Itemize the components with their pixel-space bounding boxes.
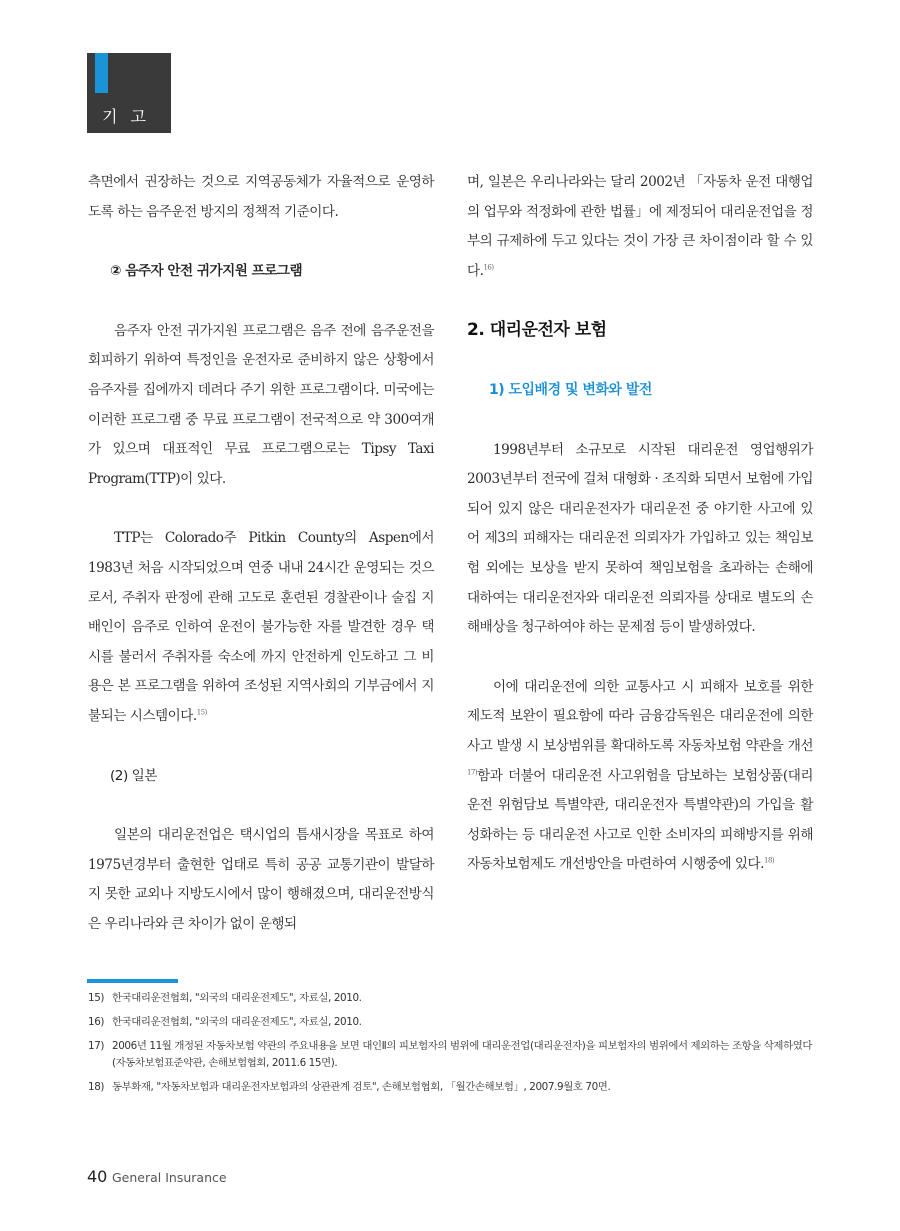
page-number: 40: [87, 1167, 108, 1186]
right-paragraph-3-text-a: 이에 대리운전에 의한 교통사고 시 피해자 보호를 위한 제도적 보완이 필요함에 따라 금융감독원은 대리운전에 의한 사고 발생 시 보상범위를 확대하도록 자동차보험 약관을 개선: [467, 678, 813, 754]
footnote-text: 동부화재, "자동차보험과 대리운전자보험과의 상관관계 검토", 손해보험협회, 「월간손해보험」, 2007.9월호 70면.: [112, 1081, 611, 1093]
section-tag-label: 기 고: [102, 107, 150, 126]
left-paragraph-4: 일본의 대리운전업은 택시업의 틈새시장을 목표로 하여 1975년경부터 출현한 업태로 특히 공공 교통기관이 발달하지 못한 교외나 지방도시에서 많이 행해졌으며, 대리운전방식은 우리나라와 큰 차이가 없이 운행되: [88, 827, 434, 932]
right-paragraph-1: [467, 168, 813, 286]
left-paragraph-3: [88, 524, 434, 731]
footnotes: [88, 990, 820, 1103]
left-column: [88, 168, 434, 939]
footnote-number: 17): [88, 1040, 105, 1052]
footnote-item: [88, 1014, 820, 1031]
left-paragraph-3-text: TTP는 Colorado주 Pitkin County의 Aspen에서 1983년 처음 시작되었으며 연중 내내 24시간 운영되는 것으로서, 주취자 판정에 관해 고도로 훈련된 경찰관이나 술집 지배인이 음주로 인하여 운전이 불가능한 자를 발견한 경우 택시를 불러서 주취자를 숙소에 까지 안전하게 인도하고 그 비용은 본 프로그램을 위하여 조성된 지역사회의 기부금에서 지불되는 시스템이다.: [88, 530, 434, 724]
section-title: 2. 대리운전자 보험: [467, 320, 607, 341]
right-column: [467, 168, 813, 880]
footnote-ref-16: 16): [483, 263, 494, 272]
left-paragraph-2: 음주자 안전 귀가지원 프로그램은 음주 전에 음주운전을 회피하기 위하여 특정인을 운전자로 준비하지 않은 상황에서 음주자를 집에까지 데려다 주기 위한 프로그램이다. 미국에는 이러한 프로그램 중 무료 프로그램이 전국적으로 약 300여개가 있으며 대표적인 무료 프로그램으로는 Tipsy Taxi Program(TTP)이 있다.: [88, 322, 434, 487]
section-tag-accent: [95, 53, 108, 93]
right-paragraph-3-text-b: 함과 더불어 대리운전 사고위험을 담보하는 보험상품(대리운전 위험담보 특별약관, 대리운전자 특별약관)의 가입을 활성화하는 등 대리운전 사고로 인한 소비자의 피해방지를 위해 자동차보험제도 개선방안을 마련하여 시행중에 있다.: [467, 767, 813, 873]
footnote-ref-18: 18): [764, 856, 775, 865]
footnote-item: [88, 990, 820, 1007]
footnote-item: [88, 1038, 820, 1072]
footnote-divider: [87, 979, 178, 983]
footnote-ref-15: 15): [196, 708, 207, 717]
right-paragraph-1-text: 며, 일본은 우리나라와는 달리 2002년 「자동차 운전 대행업의 업무와 적정화에 관한 법률」에 제정되어 대리운전업을 정부의 규제하에 두고 있다는 것이 가장 큰 차이점이라 할 수 있다.: [467, 174, 813, 279]
left-paragraph-1: 측면에서 권장하는 것으로 지역공동체가 자율적으로 운영하도록 하는 음주운전 방지의 정책적 기준이다.: [88, 174, 434, 220]
footnote-number: 16): [88, 1016, 105, 1028]
subsection-title: 1) 도입배경 및 변화와 발전: [489, 381, 652, 398]
magazine-name: General Insurance: [112, 1170, 227, 1185]
right-paragraph-2: 1998년부터 소규모로 시작된 대리운전 영업행위가 2003년부터 전국에 걸쳐 대형화 · 조직화 되면서 보험에 가입되어 있지 않은 대리운전자가 대리운전 중 야기한 사고에 있어 제3의 피해자는 대리운전 의뢰자가 가입하고 있는 책임보험 외에는 보상을 받지 못하여 책임보험을 초과하는 손해에 대하여는 대리운전자와 대리운전 의뢰자를 상대로 별도의 손해배상을 청구하여야 하는 문제점 등이 발생하였다.: [467, 441, 813, 636]
footnote-text: 2006년 11월 개정된 자동차보험 약관의 주요내용을 보면 대인Ⅱ의 피보험자의 범위에 대리운전업(대리운전자)을 피보험자의 범위에서 제외하는 조항을 삭제하였다(자동차보험표준약관, 손해보험협회, 2011.6 15면).: [112, 1040, 812, 1069]
heading-japan: (2) 일본: [110, 767, 157, 784]
footnote-number: 18): [88, 1081, 105, 1093]
footnote-item: [88, 1079, 820, 1096]
footnote-text: 한국대리운전협회, "외국의 대리운전제도", 자료실, 2010.: [112, 1016, 362, 1028]
footnote-text: 한국대리운전협회, "외국의 대리운전제도", 자료실, 2010.: [112, 992, 362, 1004]
right-paragraph-3: [467, 673, 813, 880]
footnote-number: 15): [88, 992, 105, 1004]
footnote-ref-17: 17): [467, 767, 478, 776]
heading-safe-ride-program: ② 음주자 안전 귀가지원 프로그램: [110, 263, 303, 280]
